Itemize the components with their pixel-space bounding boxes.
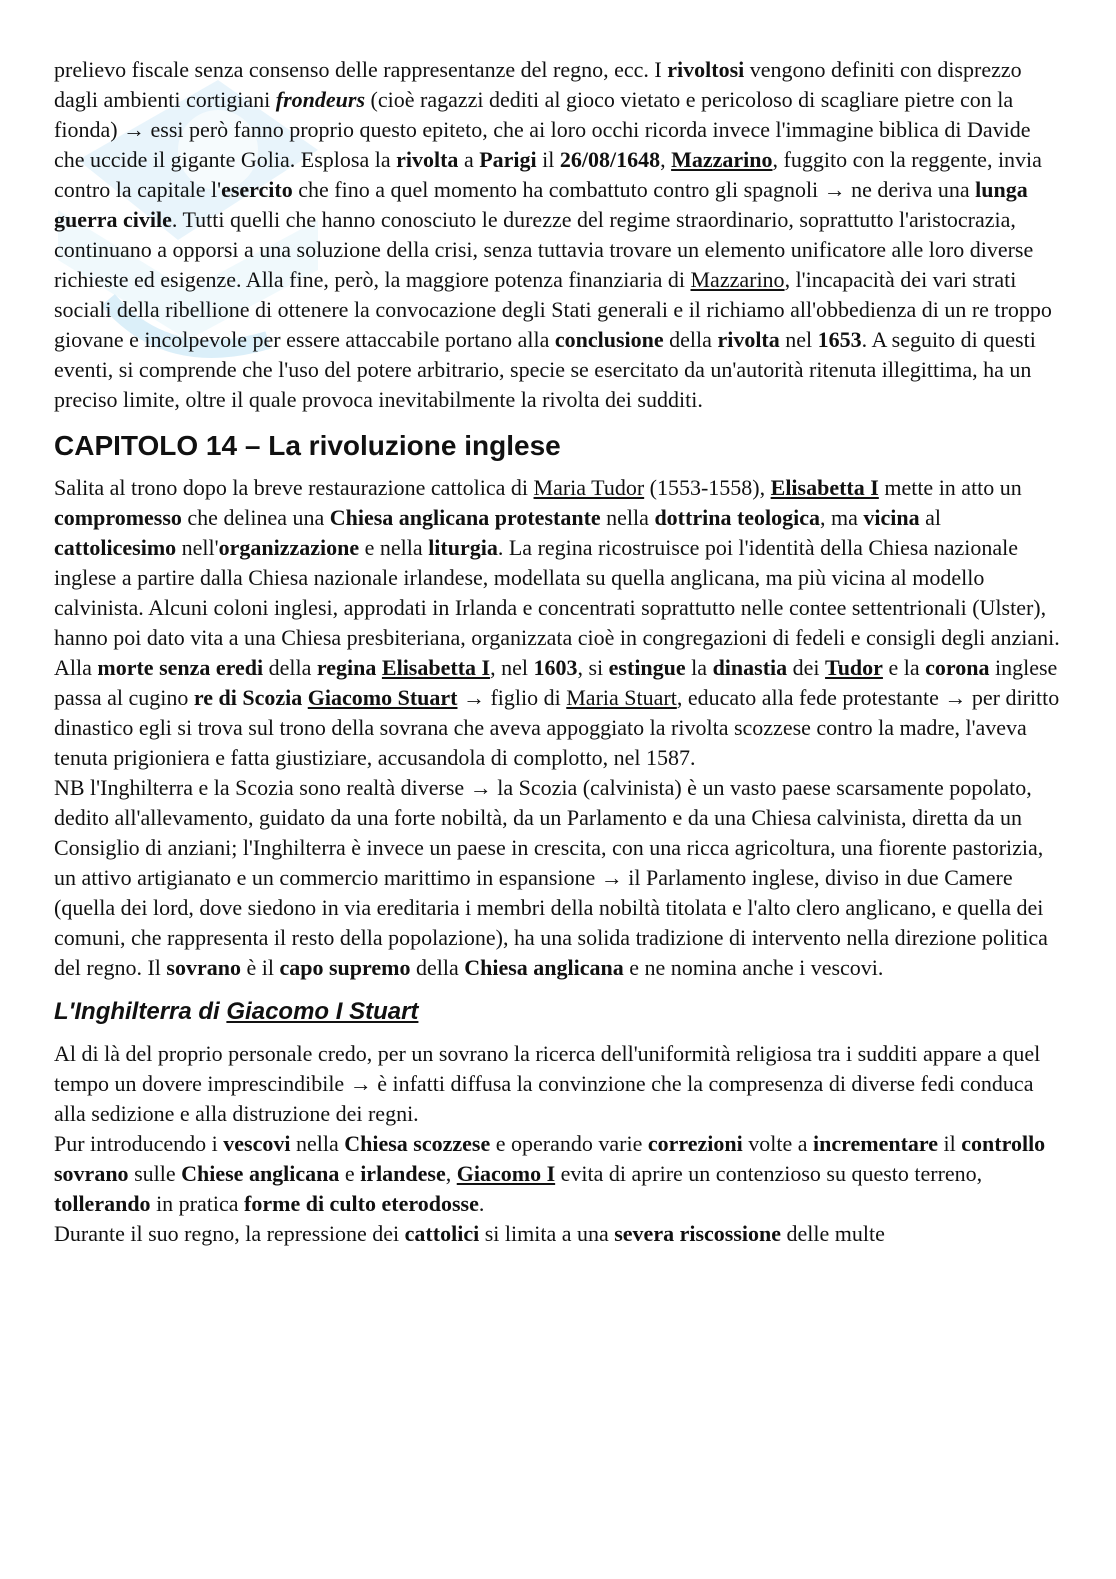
text-run: cattolici xyxy=(404,1221,480,1246)
text-run: Elisabetta I xyxy=(381,655,491,680)
text-run: dei xyxy=(787,655,826,680)
text-run: Chiesa anglicana protestante xyxy=(329,505,601,530)
text-run: . xyxy=(478,1191,485,1216)
text-run: sulle xyxy=(128,1161,182,1186)
text-run: correzioni xyxy=(647,1131,743,1156)
text-run: 1653 xyxy=(817,327,862,352)
text-run: regina xyxy=(316,655,377,680)
text-run: e ne nomina anche i vescovi. xyxy=(623,955,884,980)
text-run: che delinea una xyxy=(181,505,330,530)
text-run: re di Scozia xyxy=(193,685,303,710)
text-run: Chiesa anglicana xyxy=(464,955,624,980)
text-run: in pratica xyxy=(150,1191,245,1216)
text-run: vengono definiti con disprezzo dagli ambienti cortigiani xyxy=(54,57,1022,112)
text-run: . La regina ricostruisce poi l'identità della Chiesa nazionale inglese a partire dalla Chiesa nazionale irlandese, modellata su quella anglicana, ma più vicina al modello calvinista. Alcuni coloni inglesi, approdati in Irlanda e concentrati soprattutto nelle contee settentrionali (Ulster), hanno poi dato vita a una Chiesa presbiteriana, organizzata cioè in congregazioni di fedeli e consigli degli anziani. xyxy=(54,535,1060,650)
text-run: la xyxy=(685,655,713,680)
text-run: Al di là del proprio personale credo, per un sovrano la ricerca dell'uniformità religiosa tra i sudditi appare a quel tempo un dovere imprescindibile → è infatti diffusa la convinzione che la compresenza di diverse fedi conduca alla sedizione e alla distruzione dei regni. xyxy=(54,1041,1041,1126)
text-run: , xyxy=(660,147,672,172)
intro-paragraph xyxy=(54,55,1064,415)
text-run: capo supremo xyxy=(279,955,411,980)
text-run: Pur introducendo i xyxy=(54,1131,224,1156)
text-run: tollerando xyxy=(54,1191,151,1216)
text-run: rivolta xyxy=(717,327,780,352)
subsection-title xyxy=(54,997,1064,1027)
chapter-paragraph-2 xyxy=(54,653,1064,773)
text-run: il xyxy=(536,147,560,172)
text-run: frondeurs xyxy=(275,87,366,112)
text-run: , nel xyxy=(490,655,534,680)
text-run: è il xyxy=(240,955,280,980)
chapter-paragraph-3 xyxy=(54,773,1064,983)
text-run: Mazzarino xyxy=(690,267,785,292)
text-run: della xyxy=(263,655,317,680)
text-run: e xyxy=(339,1161,361,1186)
text-run: organizzazione xyxy=(218,535,360,560)
text-run: corona xyxy=(925,655,990,680)
text-run: liturgia xyxy=(428,535,498,560)
text-run: mette in atto un xyxy=(878,475,1022,500)
text-run: Chiese anglicana xyxy=(181,1161,340,1186)
text-run: evita di aprire un contenzioso su questo terreno, xyxy=(555,1161,983,1186)
text-run: Maria Stuart xyxy=(566,685,677,710)
text-run: 1603 xyxy=(533,655,578,680)
text-run: severa riscossione xyxy=(614,1221,782,1246)
text-run: prelievo fiscale senza consenso delle rappresentanze del regno, ecc. I xyxy=(54,57,668,82)
text-run: della xyxy=(663,327,718,352)
text-run: che fino a quel momento ha combattuto contro gli spagnoli → ne deriva una xyxy=(292,177,976,202)
text-run: e la xyxy=(882,655,926,680)
text-run: compromesso xyxy=(54,505,182,530)
text-run: morte senza eredi xyxy=(97,655,264,680)
text-run: delle multe xyxy=(781,1221,885,1246)
text-run: Salita al trono dopo la breve restaurazione cattolica di xyxy=(54,475,534,500)
text-run: . Tutti quelli che hanno conosciuto le durezze del regime straordinario, soprattutto l'aristocrazia, continuano a opporsi a una soluzione della crisi, senza tuttavia trovare un elemento unificatore alle loro diverse richieste ed esigenze. Alla fine, però, la maggiore potenza finanziaria di xyxy=(54,207,1034,292)
text-run: nella xyxy=(600,505,655,530)
document-page xyxy=(54,55,1064,1249)
text-run: nella xyxy=(290,1131,345,1156)
text-run: Tudor xyxy=(825,655,883,680)
text-run: inglese passa al cugino xyxy=(54,655,1058,710)
text-run: , fuggito con la reggente, invia contro la capitale l' xyxy=(54,147,1042,202)
text-run: sovrano xyxy=(166,955,241,980)
text-run: 26/08/1648 xyxy=(559,147,661,172)
text-run: controllo sovrano xyxy=(54,1131,1046,1186)
text-run: (cioè ragazzi dediti al gioco vietato e pericoloso di scagliare pietre con la fionda) → essi però fanno proprio questo epiteto, che ai loro occhi ricorda invece l'immagine biblica di Davide che uccide il gigante Golia. Esplosa la xyxy=(54,87,1031,172)
text-run: Mazzarino xyxy=(671,147,773,172)
text-run: il xyxy=(938,1131,962,1156)
text-run: NB l'Inghilterra e la Scozia sono realtà diverse → la Scozia (calvinista) è un vasto paese scarsamente popolato, dedito all'allevamento, guidato da una forte nobiltà, da un Parlamento e da una Chiesa calvinista, diretta da un Consiglio di anziani; l'Inghilterra è invece un paese in crescita, con una ricca agricoltura, una fiorente pastorizia, un attivo artigianato e un commercio marittimo in espansione → il Parlamento inglese, diviso in due Camere (quella dei lord, dove siedono in via ereditaria i membri della nobiltà titolata e l'alto clero anglicano, e quella dei comuni, che rappresenta il resto della popolazione), ha una solida tradizione di intervento nella direzione politica del regno. Il xyxy=(54,775,1048,980)
text-run: incrementare xyxy=(813,1131,939,1156)
text-run: a xyxy=(458,147,480,172)
text-run: nel xyxy=(779,327,818,352)
text-run: , ma xyxy=(820,505,864,530)
text-run: Giacomo Stuart xyxy=(307,685,458,710)
text-run: vescovi xyxy=(223,1131,291,1156)
text-run: vicina xyxy=(863,505,920,530)
chapter-paragraph-1 xyxy=(54,473,1064,653)
text-run: → figlio di xyxy=(457,685,567,710)
text-run: . A seguito di questi eventi, si comprende che l'uso del potere arbitrario, specie se esercitato da un'autorità ritenuta illegittima, ha un preciso limite, oltre il quale provoca inevitabilmente la rivolta dei sudditi. xyxy=(54,327,1036,412)
text-run: estingue xyxy=(608,655,686,680)
subsection-title-prefix: L'Inghilterra di xyxy=(54,998,227,1025)
subsection-paragraph-2 xyxy=(54,1129,1064,1219)
text-run: Maria Tudor xyxy=(533,475,645,500)
text-run: e nella xyxy=(359,535,429,560)
text-run: conclusione xyxy=(554,327,664,352)
subsection-paragraph-3 xyxy=(54,1219,1064,1249)
subsection-title-link: Giacomo I Stuart xyxy=(226,998,419,1025)
text-run: nell' xyxy=(176,535,219,560)
text-run: Alla xyxy=(54,655,98,680)
text-run: , educato alla fede protestante → per diritto dinastico egli si trova sul trono della sovrana che aveva appoggiato la rivolta scozzese contro la madre, l'aveva tenuta prigioniera e fatta giustiziare, accusandola di complotto, nel 1587. xyxy=(54,685,1060,770)
text-run: si limita a una xyxy=(479,1221,615,1246)
text-run: Parigi xyxy=(479,147,537,172)
text-run: , si xyxy=(577,655,609,680)
text-run: al xyxy=(919,505,942,530)
text-run: , xyxy=(445,1161,457,1186)
text-run: Elisabetta I xyxy=(770,475,879,500)
text-run: esercito xyxy=(221,177,293,202)
chapter-title: CAPITOLO 14 – La rivoluzione inglese xyxy=(54,430,561,461)
text-run: lunga guerra civile xyxy=(54,177,1028,232)
subsection-paragraph-1 xyxy=(54,1039,1064,1129)
text-run: irlandese xyxy=(360,1161,446,1186)
text-run: della xyxy=(410,955,465,980)
text-run: , l'incapacità dei vari strati sociali della ribellione di ottenere la convocazione degli Stati generali e il richiamo all'obbedienza di un re troppo giovane e incolpevole per essere attaccabile portano alla xyxy=(54,267,1052,352)
text-run: e operando varie xyxy=(490,1131,648,1156)
text-run: Chiesa scozzese xyxy=(344,1131,491,1156)
text-run: (1553-1558), xyxy=(644,475,771,500)
text-run: forme di culto eterodosse xyxy=(244,1191,479,1216)
text-run: rivoltosi xyxy=(667,57,745,82)
text-run: dinastia xyxy=(712,655,788,680)
text-run: volte a xyxy=(742,1131,813,1156)
text-run: rivolta xyxy=(396,147,459,172)
text-run: dottrina teologica xyxy=(654,505,821,530)
text-run: Giacomo I xyxy=(456,1161,556,1186)
text-run: cattolicesimo xyxy=(54,535,177,560)
text-run: Durante il suo regno, la repressione dei xyxy=(54,1221,405,1246)
